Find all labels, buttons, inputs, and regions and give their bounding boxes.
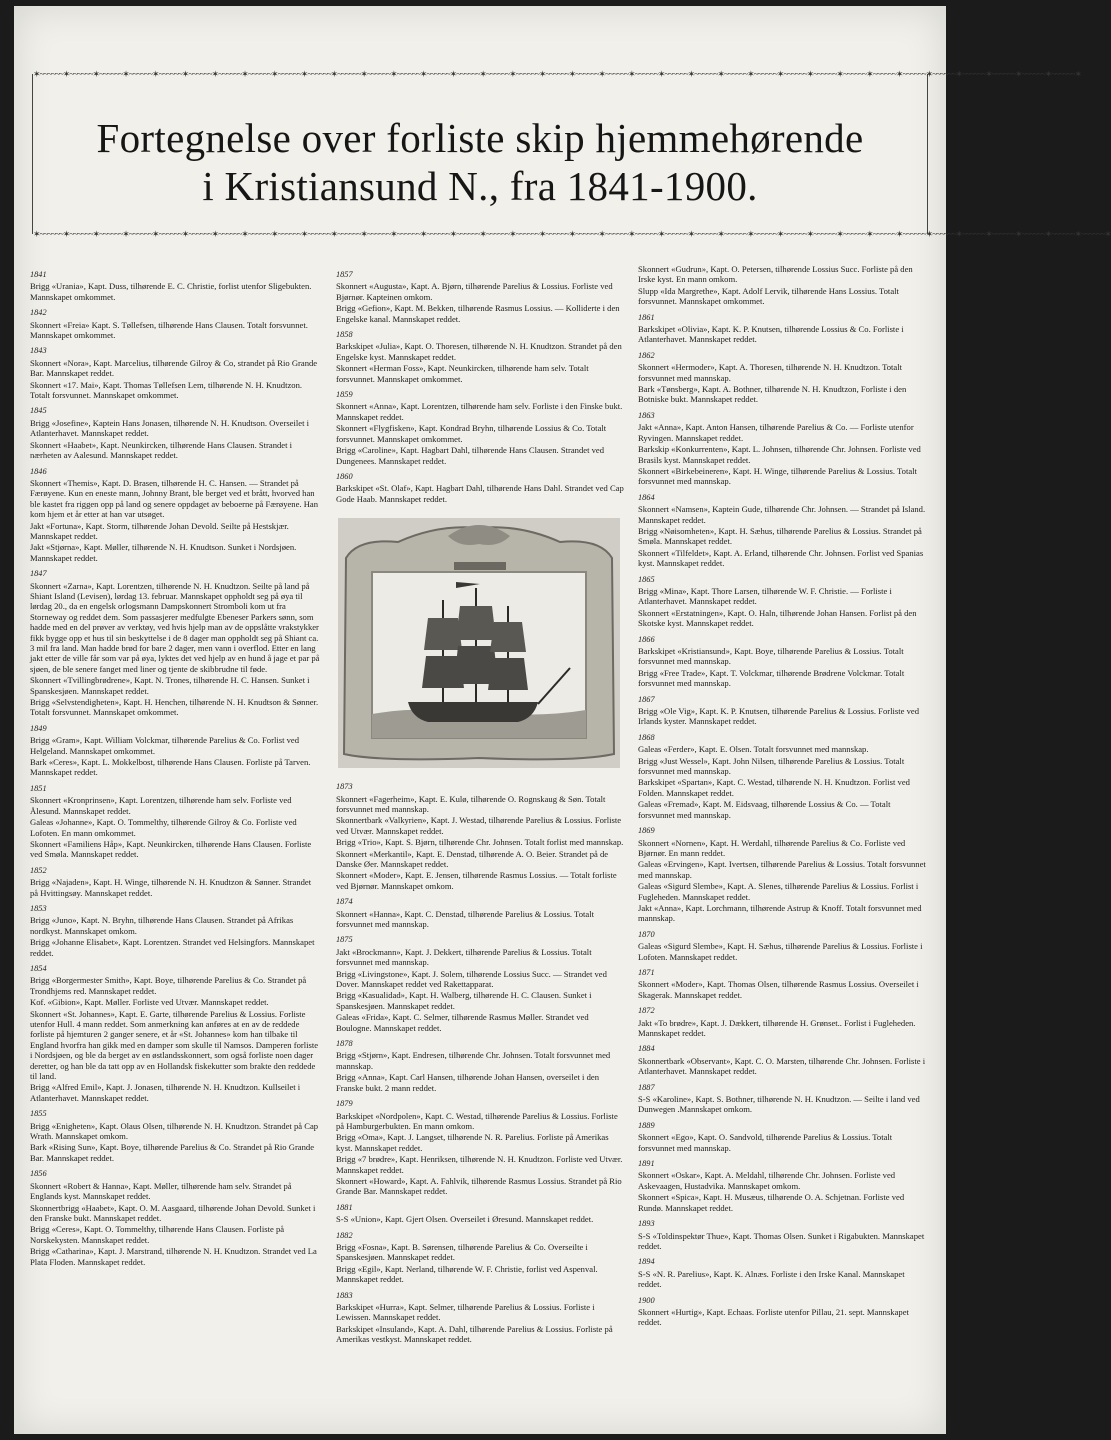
shipwreck-entry: Jakt «Brockmann», Kapt. J. Dekkert, tilhørende Parelius & Lossius. Totalt forsvunnet med mannskap. — [336, 946, 592, 968]
shipwreck-entry: Barkskipet «Julia», Kapt. O. Thoresen, tilhørende N. H. Knudtzon. Strandet på den Engelske kyst. Mannskapet reddet. — [336, 341, 622, 362]
year-heading: 1883 — [336, 1290, 353, 1300]
year-section — [638, 351, 928, 405]
year-heading: 1866 — [638, 634, 655, 644]
year-section — [638, 575, 928, 629]
shipwreck-entry: Brigg «Najaden», Kapt. H. Winge, tilhørende N. H. Knudtzon & Sønner. Strandet på Hvittingsøy. Mannskapet reddet. — [30, 877, 312, 898]
year-section — [638, 826, 928, 924]
shipwreck-entry: Brigg «Selvstendigheten», Kapt. H. Henchen, tilhørende N. H. Knudtson & Sønner. Totalt forsvunnet. Mannskapet omkommet. — [30, 697, 319, 718]
shipwreck-entry: Brigg «Anna», Kapt. Carl Hansen, tilhørende Johan Hansen, overseilet i den Franske bukt. 2 mann reddet. — [336, 1072, 599, 1093]
year-section — [30, 964, 320, 1103]
year-heading: 1872 — [638, 1006, 655, 1016]
shipwreck-entry: Galeas «Frida», Kapt. C. Selmer, tilhørende Rasmus Møller. Strandet ved Boulogne. Mannskapet reddet. — [336, 1012, 589, 1033]
shipwreck-entry: Jakt «Stjørna», Kapt. Møller, tilhørende N. H. Knudtson. Sunket i Nordsjøen. Mannskapet reddet. — [30, 542, 297, 563]
year-section — [336, 1099, 626, 1197]
year-heading: 1862 — [638, 350, 655, 360]
year-heading: 1891 — [638, 1159, 655, 1169]
shipwreck-entry: Brigg «7 brødre», Kapt. Henriksen, tilhørende N. H. Knudtzon. Forliste ved Utvær. Mannskapet reddet. — [336, 1154, 623, 1175]
shipwreck-entry: Brigg «Egil», Kapt. Nerland, tilhørende W. F. Christie, forlist ved Aspenval. Mannskapet reddet. — [336, 1263, 598, 1285]
ship-painting-svg — [338, 518, 620, 768]
year-section — [30, 346, 320, 400]
shipwreck-entry: S-S «Union», Kapt. Gjert Olsen. Overseilet i Øresund. Mannskapet reddet. — [336, 1214, 594, 1225]
year-section — [638, 695, 928, 727]
year-section — [30, 569, 320, 718]
shipwreck-entry: Barkskipet «St. Olaf», Kapt. Hagbart Dahl, tilhørende Hans Dahl. Strandet ved Cap Gode Haab. Mannskapet reddet. — [336, 483, 624, 504]
year-heading: 1881 — [336, 1202, 353, 1212]
shipwreck-entry: Galeas «Sigurd Slembe», Kapt. H. Sæhus, tilhørende Parelius & Lossius. Forliste i Lofoten. Mannskapet reddet. — [638, 941, 923, 962]
year-heading: 1889 — [638, 1120, 655, 1130]
shipwreck-entry: Bark «Ceres», Kapt. L. Mokkelbost, tilhørende Hans Clausen. Forliste på Tarven. Mannskapet reddet. — [30, 757, 311, 778]
year-heading: 1879 — [336, 1099, 353, 1109]
shipwreck-entry: Skonnert «17. Mai», Kapt. Thomas Tøllefsen Lem, tilhørende N. H. Knudtzon. Totalt forsvunnet. Mannskapet omkommet. — [30, 379, 303, 401]
year-section — [638, 1121, 928, 1153]
year-section — [336, 1039, 626, 1093]
shipwreck-entry: Skonnert «Flygfisken», Kapt. Kondrad Bryhn, tilhørende Lossius & Co. Totalt forsvunnet. Mannskapet omkommet. — [336, 423, 607, 444]
shipwreck-entry: Brigg «Oma», Kapt. J. Langset, tilhørende N. R. Parelius. Forliste på Amerikas kyst. Mannskapet reddet. — [336, 1132, 609, 1153]
shipwreck-entry: Skonnert «Tilfeldet», Kapt. A. Erland, tilhørende Chr. Johnsen. Forlist ved Spanias kyst. Mannskapet reddet. — [638, 547, 924, 569]
shipwreck-entry: Skonnert «Themis», Kapt. D. Brasen, tilhørende H. C. Hansen. — Strandet på Færøyene. Kun en eneste mann, Johnny Brant, ble berget ved et brått, hvorved han ble kastet fra riggen opp på land og senere oppdaget av beboerne på Færøyene. Han kom hjem et år etter at han var utsøget. — [30, 477, 319, 520]
year-heading: 1852 — [30, 865, 47, 875]
text-column-middle — [336, 264, 626, 1346]
year-section — [30, 1169, 320, 1267]
year-section — [336, 390, 626, 466]
year-heading: 1851 — [30, 783, 47, 793]
shipwreck-entry: Skonnert «Oskar», Kapt. A. Meldahl, tilhørende Chr. Johnsen. Forliste ved Askevaagen, Hustadvika. Mannskapet omkom. — [638, 1170, 896, 1191]
shipwreck-entry: Brigg «Enigheten», Kapt. Olaus Olsen, tilhørende N. H. Knudtzon. Strandet på Cap Wrath. Mannskapet omkom. — [30, 1120, 319, 1142]
year-section — [336, 330, 626, 384]
page-title — [33, 114, 927, 210]
title-frame — [32, 69, 1111, 239]
poster-sheet — [14, 6, 1111, 1434]
shipwreck-entry: Skonnert «Namsen», Kaptein Gude, tilhørende Chr. Johnsen. — Strandet på Island. Mannskapet reddet. — [638, 504, 926, 525]
year-section — [638, 313, 928, 345]
shipwreck-entry: Brigg «Nøisomheten», Kapt. H. Sæhus, tilhørende Parelius & Lossius. Strandet på Smøla. Mannskapet reddet. — [638, 525, 922, 547]
year-section — [30, 467, 320, 564]
year-heading: 1871 — [638, 967, 655, 977]
shipwreck-entry: Brigg «Livingstone», Kapt. J. Solem, tilhørende Lossius Succ. — Strandet ved Dover. Mannskapet reddet ved Rakettapparat. — [336, 968, 607, 990]
middle-column-bottom — [336, 782, 626, 1345]
shipwreck-entry: Barkskipet «Kristiansund», Kapt. Boye, tilhørende Parelius & Lossius. Totalt forsvunnet med mannskap. — [638, 646, 904, 667]
year-heading: 1853 — [30, 903, 47, 913]
shipwreck-entry: Kof. «Gibion», Kapt. Møller. Forliste ved Utvær. Mannskapet reddet. — [30, 997, 269, 1008]
shipwreck-entry: Bark «Rising Sun», Kapt. Boye, tilhørende Parelius & Co. Strandet på Rio Grande Bar. Mannskapet reddet. — [30, 1142, 315, 1163]
shipwreck-entry: Brigg «Stjørn», Kapt. Endresen, tilhørende Chr. Johnsen. Totalt forsvunnet med mannskap. — [336, 1050, 611, 1071]
year-heading: 1864 — [638, 492, 655, 502]
year-heading: 1869 — [638, 826, 655, 836]
shipwreck-entry: Skonnert «Herman Foss», Kapt. Neunkircken, tilhørende ham selv. Totalt forsvunnet. Mannskapet omkommet. — [336, 363, 589, 384]
shipwreck-entry: Brigg «Mina», Kapt. Thore Larsen, tilhørende W. F. Christie. — Forliste i Atlanterhavet. Mannskapet reddet. — [638, 585, 892, 607]
year-section — [336, 935, 626, 1033]
shipwreck-entry: Brigg «Ceres», Kapt. O. Tommelthy, tilhørende Hans Clausen. Forliste på Norskekysten. Mannskapet reddet. — [30, 1224, 285, 1245]
ship-painting-image — [338, 518, 620, 768]
year-section — [638, 968, 928, 1000]
year-section — [30, 724, 320, 778]
shipwreck-entry: Brigg «Gram», Kapt. William Volckmar, tilhørende Parelius & Co. Forlist ved Helgeland. Mannskapet omkommet. — [30, 735, 300, 756]
year-section — [336, 897, 626, 929]
shipwreck-entry: Bark «Tønsberg», Kapt. A. Bothner, tilhørende N. H. Knudtzon, Forliste i den Botniske bukt. Mannskapet reddet. — [638, 384, 907, 405]
year-section — [30, 904, 320, 958]
shipwreck-entry: Skonnert «Fagerheim», Kapt. E. Kulø, tilhørende O. Rognskaug & Søn. Totalt forsvunnet med mannskap. — [336, 793, 606, 814]
year-section — [30, 406, 320, 460]
shipwreck-entry: Barkskipet «Olivia», Kapt. K. P. Knutsen, tilhørende Lossius & Co. Forliste i Atlanterhavet. Mannskapet reddet. — [638, 324, 904, 345]
year-section — [638, 733, 928, 820]
year-heading: 1857 — [336, 270, 353, 279]
year-heading: 1900 — [638, 1295, 655, 1305]
shipwreck-entry: Jakt «Anna», Kapt. Lorchmann, tilhørende Astrup & Knoff. Totalt forsvunnet med mannskap. — [638, 902, 922, 924]
shipwreck-entry: Galeas «Ervingen», Kapt. Ivertsen, tilhørende Parelius & Lossius. Totalt forsvunnet med mannskap. — [638, 859, 926, 880]
title-border-top: ✶~~~~~~✶~~~~~~✶~~~~~~✶~~~~~~✶~~~~~~✶~~~~~~✶~~~~~~✶~~~~~~✶~~~~~~✶~~~~~~✶~~~~~~✶~~~~~~✶~~~~~~✶~~~~~~✶~~~~~~✶~~~~~~✶~~~~~~✶~~~~~~✶~~~~~~✶~~~~~~✶~~~~~~✶~~~~~~✶~~~~~~✶~~~~~~✶~~~~~~✶~~~~~~✶~~~~~~✶~~~~~~✶~~~~~~✶~~~~~~✶~~~~~~✶~~~~~~✶~~~~~~✶~~~~~~✶~~~~~~✶ — [33, 69, 1081, 79]
shipwreck-entry: Skonnertbark «Observant», Kapt. C. O. Marsten, tilhørende Chr. Johnsen. Forliste i Atlanterhavet. Mannskapet reddet. — [638, 1055, 926, 1077]
year-section — [30, 308, 320, 340]
shipwreck-entry: Skonnert «Moder», Kapt. Thomas Olsen, tilhørende Rasmus Lossius. Overseilet i Skagerak. Mannskapet reddet. — [638, 979, 919, 1000]
shipwreck-entry: Skonnert «Zarna», Kapt. Lorentzen, tilhørende N. H. Knudtzon. Seilte på land på Shiant Island (Levisen), lørdag 13. februar. Mannskapet oppholdt seg på øya til lørdag 20., da en engelsk orlogsmann Dampskonnert Stromboli kom ut fra Storneway og reddet dem. Som passasjerer medfulgte Ebeneser Parkers sønn, som hadde med en del prøver av verktøy, ved hvis hjelp man av de oppslåtte vrakstykker fikk bygge opp et hus til sin beskyttelse i de 8 dager man oppholdt seg på Shiant ca. 3 mil fra land. Man hadde brød for bare 2 dager, men vann i overflod. Etter en lang jakt etter de ville får som var på øya, lyktes det ved hjelp av en hund å jage et par på sjøen, de ble senere fanget med liner og tjente de skibbrudne til føde. — [30, 580, 320, 674]
shipwreck-entry: Skonnert «Freia» Kapt. S. Tøllefsen, tilhørende Hans Clausen. Totalt forsvunnet. Mannskapet omkommet. — [30, 319, 308, 341]
shipwreck-entry: Jakt «Fortuna», Kapt. Storm, tilhørende Johan Devold. Seilte på Hestskjær. Mannskapet reddet. — [30, 520, 289, 541]
shipwreck-entry: Skonnert «Hanna», Kapt. C. Denstad, tilhørende Parelius & Lossius. Totalt forsvunnet med mannskap. — [336, 908, 594, 929]
year-section — [638, 1219, 928, 1251]
year-heading: 1859 — [336, 390, 353, 400]
year-section — [336, 782, 626, 891]
year-section — [336, 270, 626, 324]
year-heading: 1854 — [30, 963, 47, 973]
year-section — [638, 1044, 928, 1076]
shipwreck-entry: Brigg «Free Trade», Kapt. T. Volckmar, tilhørende Brødrene Volckmar. Totalt forsvunnet med mannskap. — [638, 667, 905, 689]
shipwreck-entry: Skonnert «Familiens Håp», Kapt. Neunkircken, tilhørende Hans Clausen. Forliste ved Smøla. Mannskapet reddet. — [30, 838, 312, 860]
year-section — [638, 1257, 928, 1289]
shipwreck-entry: Skonnert «Ego», Kapt. O. Sandvold, tilhørende Parelius & Lossius. Totalt forsvunnet med mannskap. — [638, 1132, 893, 1153]
year-heading: 1878 — [336, 1039, 353, 1049]
year-section — [30, 270, 320, 302]
shipwreck-entry: Skonnert «Spica», Kapt. H. Musæus, tilhørende O. A. Schjetnan. Forliste ved Rundø. Mannskapet reddet. — [638, 1192, 905, 1213]
year-section — [336, 1291, 626, 1345]
year-heading: 1893 — [638, 1219, 655, 1229]
shipwreck-entry: Jakt «Anna», Kapt. Anton Hansen, tilhørende Parelius & Co. — Forliste utenfor Ryvingen. Mannskapet reddet. — [638, 422, 914, 443]
year-heading: 1863 — [638, 410, 655, 420]
year-heading: 1867 — [638, 694, 655, 704]
year-heading: 1882 — [336, 1230, 353, 1240]
year-heading: 1874 — [336, 897, 353, 907]
shipwreck-entry: Barkskip «Konkurrenten», Kapt. L. Johnsen, tilhørende Chr. Johnsen. Forliste ved Brasils kyst. Mannskapet reddet. — [638, 444, 921, 465]
page-title-line-2: i Kristiansund N., fra 1841-1900. — [202, 163, 758, 209]
shipwreck-entry: Brigg «Fosna», Kapt. B. Sørensen, tilhørende Parelius & Co. Overseilte i Spanskesjøen. Mannskapet reddet. — [336, 1241, 588, 1263]
year-heading: 1894 — [638, 1257, 655, 1267]
year-heading: 1858 — [336, 330, 353, 340]
shipwreck-entry: Brigg «Caroline», Kapt. Hagbart Dahl, tilhørende Hans Clausen. Strandet ved Dungenees. Mannskapet reddet. — [336, 445, 605, 466]
shipwreck-entry: Skonnert «Augusta», Kapt. A. Bjørn, tilhørende Parelius & Lossius. Forliste ved Bjørnør. Kapteinen omkom. — [336, 281, 613, 302]
shipwreck-entry: Brigg «Borgermester Smith», Kapt. Boye, tilhørende Parelius & Co. Strandet på Trondhjems red. Mannskapet reddet. — [30, 975, 307, 996]
text-column-left — [30, 264, 320, 1268]
shipwreck-entry: Brigg «Kasualidad», Kapt. H. Walberg, tilhørende H. C. Clausen. Sunket i Spanskesjøen. Mannskapet reddet. — [336, 990, 592, 1011]
shipwreck-entry: Skonnertbrigg «Haabet», Kapt. O. M. Aasgaard, tilhørende Johan Devold. Sunket i den Franske bukt. Mannskapet reddet. — [30, 1202, 316, 1223]
year-heading: 1887 — [638, 1082, 655, 1092]
year-section — [638, 930, 928, 962]
year-section — [30, 784, 320, 860]
title-border-bottom: ✶~~~~~~✶~~~~~~✶~~~~~~✶~~~~~~✶~~~~~~✶~~~~~~✶~~~~~~✶~~~~~~✶~~~~~~✶~~~~~~✶~~~~~~✶~~~~~~✶~~~~~~✶~~~~~~✶~~~~~~✶~~~~~~✶~~~~~~✶~~~~~~✶~~~~~~✶~~~~~~✶~~~~~~✶~~~~~~✶~~~~~~✶~~~~~~✶~~~~~~✶~~~~~~✶~~~~~~✶~~~~~~✶~~~~~~✶~~~~~~✶~~~~~~✶~~~~~~✶~~~~~~✶~~~~~~✶~~~~~~✶~~~~~~✶ — [33, 229, 1111, 239]
shipwreck-entry: Barkskipet «Spartan», Kapt. C. Westad, tilhørende N. H. Knudtzon. Forlist ved Folden. Mannskapet reddet. — [638, 777, 910, 798]
year-heading: 1847 — [30, 569, 47, 579]
year-heading: 1865 — [638, 574, 655, 584]
shipwreck-entry: Skonnert «Hurtig», Kapt. Echaas. Forliste utenfor Pillau, 21. sept. Mannskapet reddet. — [638, 1306, 909, 1328]
year-section — [638, 635, 928, 689]
year-heading: 1860 — [336, 471, 353, 481]
year-section — [30, 1109, 320, 1163]
year-heading: 1875 — [336, 935, 353, 945]
shipwreck-entry: Skonnert «Moder», Kapt. E. Jensen, tilhørende Rasmus Lossius. — Totalt forliste ved Bjørnør. Mannskapet omkom. — [336, 870, 617, 891]
year-heading: 1841 — [30, 270, 47, 279]
shipwreck-entry: Skonnert «Birkebeineren», Kapt. H. Winge, tilhørende Parelius & Lossius. Totalt forsvunnet med mannskap. — [638, 465, 917, 487]
year-section — [336, 472, 626, 504]
shipwreck-entry: Brigg «Johanne Elisabet», Kapt. Lorentzen. Strandet ved Helsingfors. Mannskapet reddet. — [30, 937, 315, 958]
year-section — [638, 1006, 928, 1038]
shipwreck-entry: Brigg «Catharina», Kapt. J. Marstrand, tilhørende N. H. Knudtzon. Strandet ved La Plata Floden. Mannskapet reddet. — [30, 1246, 317, 1267]
year-section — [638, 264, 928, 307]
shipwreck-entry: Galeas «Ferder», Kapt. E. Olsen. Totalt forsvunnet med mannskap. — [638, 744, 869, 755]
shipwreck-entry: Skonnert «Nornen», Kapt. H. Werdahl, tilhørende Parelius & Co. Forliste ved Bjørnør. En mann reddet. — [638, 837, 906, 858]
middle-column-top — [336, 270, 626, 504]
page-title-line-1: Fortegnelse over forliste skip hjemmehørende — [96, 115, 864, 161]
year-section — [336, 1203, 626, 1225]
year-heading: 1861 — [638, 312, 655, 322]
shipwreck-entry: Skonnert «Hermoder», Kapt. A. Thoresen, tilhørende N. H. Knudtzon. Totalt forsvunnet med mannskap. — [638, 362, 903, 383]
shipwreck-entry: Barkskipet «Nordpolen», Kapt. C. Westad, tilhørende Parelius & Lossius. Forliste på Hamburgerbukten. En mann omkom. — [336, 1110, 618, 1131]
year-heading: 1873 — [336, 782, 353, 792]
year-heading: 1845 — [30, 406, 47, 416]
shipwreck-entry: S-S «N. R. Parelius», Kapt. K. Alnæs. Forliste i den Irske Kanal. Mannskapet reddet. — [638, 1268, 905, 1290]
year-heading: 1842 — [30, 308, 47, 318]
year-heading: 1843 — [30, 346, 47, 356]
shipwreck-entry: Skonnert «Haabet», Kapt. Neunkircken, tilhørende Hans Clausen. Strandet i nærheten av Aalesund. Mannskapet reddet. — [30, 439, 293, 461]
text-column-right — [638, 264, 928, 1329]
shipwreck-entry: Barkskipet «Insuland», Kapt. A. Dahl, tilhørende Parelius & Lossius. Forliste på Amerikas vestkyst. Mannskapet reddet. — [336, 1323, 613, 1345]
shipwreck-entry: Brigg «Juno», Kapt. N. Bryhn, tilhørende Hans Clausen. Strandet på Afrikas nordkyst. Mannskapet omkom. — [30, 915, 294, 936]
year-heading: 1856 — [30, 1169, 47, 1179]
shipwreck-entry: Brigg «Gefion», Kapt. M. Bekken, tilhørende Rasmus Lossius. — Kolliderte i den Engelske kanal. Mannskapet reddet. — [336, 303, 620, 324]
shipwreck-entry: Galeas «Fremad», Kapt. M. Eidsvaag, tilhørende Lossius & Co. — Totalt forsvunnet med mannskap. — [638, 799, 891, 820]
year-heading: 1846 — [30, 466, 47, 476]
shipwreck-entry: Barkskipet «Hurra», Kapt. Selmer, tilhørende Parelius & Lossius. Forliste i Lewissen. Mannskapet reddet. — [336, 1302, 595, 1323]
year-heading: 1855 — [30, 1109, 47, 1119]
year-section — [638, 411, 928, 487]
year-section — [336, 1231, 626, 1285]
shipwreck-entry: S-S «Karoline», Kapt. S. Bothner, tilhørende N. H. Knudtzon. — Seilte i land ved Dunwegen .Mannskapet omkom. — [638, 1094, 920, 1115]
shipwreck-entry: Skonnert «Anna», Kapt. Lorentzen, tilhørende ham selv. Forliste i den Finske bukt. Mannskapet reddet. — [336, 401, 623, 422]
shipwreck-entry: Skonnert «Tvillingbrødrene», Kapt. N. Trones, tilhørende H. C. Hansen. Sunket i Spanskesjøen. Mannskapet reddet. — [30, 675, 310, 696]
shipwreck-entry: Skonnert «Howard», Kapt. A. Fahlvik, tilhørende Rasmus Lossius. Strandet på Rio Grande Bar. Mannskapet reddet. — [336, 1175, 622, 1197]
year-section — [638, 1159, 928, 1213]
year-heading: 1884 — [638, 1044, 655, 1054]
shipwreck-entry: Skonnert «St. Johannes», Kapt. E. Garte, tilhørende Parelius & Lossius. Forliste utenfor Hull. 4 mann reddet. Som anmerkning kan anføres at en av de reddede forliste på hjemturen 2 ganger senere, et år «St. Johannes» kom han tilbake til England hvorfra han gikk med en damper som skulle til Namsos. Damperen forliste i Nordsjøen, og ble da berget av en østlandsskonnert, som også forliste noen dager deretter, og han ble da tatt opp av en Hollandsk fiskekutter som brakte den reddede til land. — [30, 1008, 319, 1082]
shipwreck-entry: Brigg «Josefine», Kaptein Hans Jonasen, tilhørende N. H. Knudtson. Overseilet i Atlanterhavet. Mannskapet reddet. — [30, 417, 310, 439]
shipwreck-entry: Brigg «Alfred Emil», Kapt. J. Jonasen, tilhørende N. H. Knudtzon. Kullseilet i Atlanterhavet. Mannskapet reddet. — [30, 1082, 301, 1103]
shipwreck-entry: Skonnert «Erstatningen», Kapt. O. Haln, tilhørende Johan Hansen. Forlist på den Skotske kyst. Mannskapet reddet. — [638, 607, 917, 629]
shipwreck-entry: Brigg «Ole Vig», Kapt. K. P. Knutsen, tilhørende Parelius & Lossius. Forliste ved Irlands kyster. Mannskapet reddet. — [638, 706, 919, 727]
shipwreck-entry: Brigg «Just Wessel», Kapt. John Nilsen, tilhørende Parelius & Lossius. Totalt forsvunnet med mannskap. — [638, 755, 905, 777]
shipwreck-entry: Slupp «Ida Margrethe», Kapt. Adolf Lervik, tilhørende Hans Lossius. Totalt forsvunnet. Mannskapet omkommet. — [638, 285, 899, 307]
shipwreck-entry: Galeas «Johanne», Kapt. O. Tommelthy, tilhørende Gilroy & Co. Forliste ved Lofoten. En mann omkommet. — [30, 817, 297, 838]
year-section — [30, 866, 320, 898]
shipwreck-entry: Skonnert «Robert & Hanna», Kapt. Møller, tilhørende ham selv. Strandet på Englands kyst. Mannskapet reddet. — [30, 1180, 292, 1202]
shipwreck-entry: Skonnert «Nora», Kapt. Marcelius, tilhørende Gilroy & Co, strandet på Rio Grande Bar. Mannskapet reddet. — [30, 357, 318, 379]
shipwreck-entry: Brigg «Urania», Kapt. Duss, tilhørende E. C. Christie, forlist utenfor Sligebukten. Mannskapet omkommet. — [30, 281, 312, 302]
year-heading: 1868 — [638, 732, 655, 742]
year-section — [638, 1083, 928, 1115]
shipwreck-entry: S-S «Toldinspektør Thue», Kapt. Thomas Olsen. Sunket i Rigabukten. Mannskapet reddet. — [638, 1230, 925, 1251]
year-section — [638, 493, 928, 569]
shipwreck-entry: Skonnert «Kronprinsen», Kapt. Lorentzen, tilhørende ham selv. Forliste ved Ålesund. Mannskapet reddet. — [30, 795, 292, 816]
shipwreck-entry: Brigg «Trio», Kapt. S. Bjørn, tilhørende Chr. Johnsen. Totalt forlist med mannskap. — [336, 837, 624, 848]
year-section — [638, 1296, 928, 1328]
shipwreck-entry: Skonnertbark «Valkyrien», Kapt. J. Westad, tilhørende Parelius & Lossius. Forliste ved Utvær. Mannskapet reddet. — [336, 815, 622, 836]
year-heading: 1870 — [638, 929, 655, 939]
year-heading: 1849 — [30, 723, 47, 733]
shipwreck-entry: Skonnert «Merkantil», Kapt. E. Denstad, tilhørende A. O. Beier. Strandet på de Danske Øer. Mannskapet reddet. — [336, 848, 609, 869]
shipwreck-entry: Jakt «To brødre», Kapt. J. Dækkert, tilhørende H. Grønset.. Forlist i Fugleheden. Mannskapet reddet. — [638, 1017, 916, 1038]
shipwreck-entry: Galeas «Sigurd Slembe», Kapt. A. Slenes, tilhørende Parelius & Lossius. Forlist i Fugleheden. Mannskapet reddet. — [638, 881, 919, 902]
shipwreck-entry: Skonnert «Gudrun», Kapt. O. Petersen, tilhørende Lossius Succ. Forliste på den Irske kyst. En mann omkom. — [638, 264, 913, 285]
